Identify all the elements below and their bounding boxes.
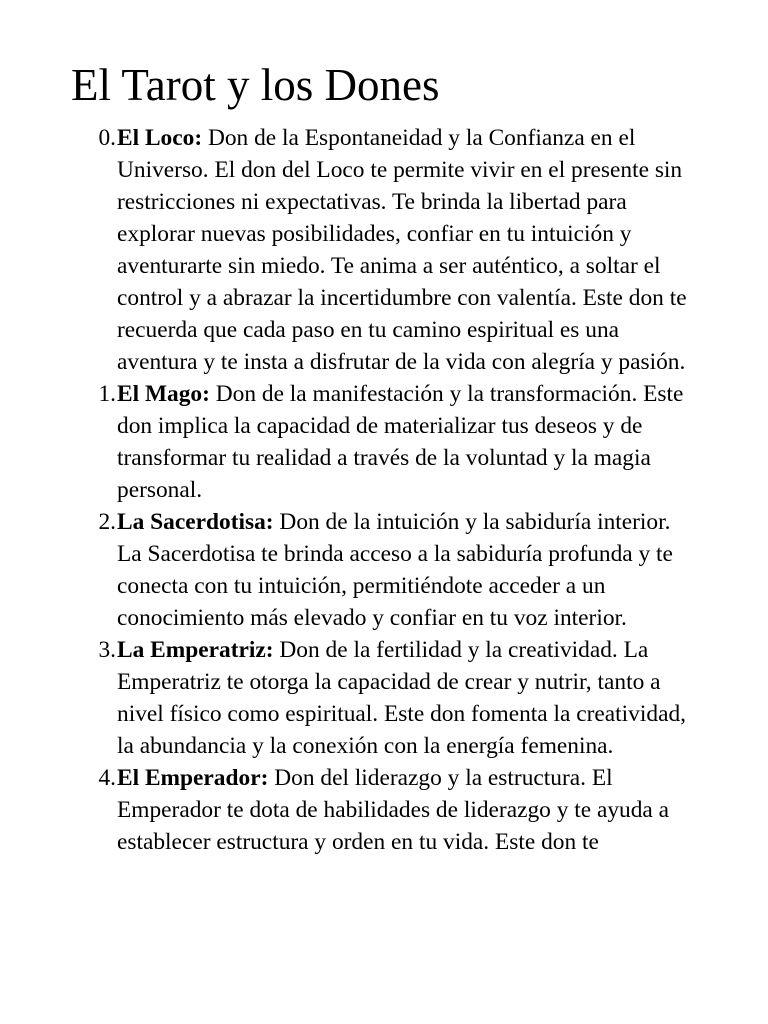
list-item [90, 634, 700, 762]
card-name: La Emperatriz: [117, 637, 274, 663]
list-item [90, 122, 700, 378]
card-description: Don del liderazgo y la estructura. El Emperador te dota de habilidades de liderazgo y te ayuda a establecer estructura y orden en tu vida. Este don te [117, 765, 670, 855]
list-number: 4. [98, 765, 116, 791]
document-title: El Tarot y los Dones [71, 60, 440, 110]
list-item [90, 378, 700, 506]
list-item [90, 506, 700, 634]
list-item [90, 762, 700, 858]
list-number: 1. [98, 381, 116, 407]
card-description: Don de la fertilidad y la creatividad. La Emperatriz te otorga la capacidad de crear y nutrir, tanto a nivel físico como espiritual. Este don fomenta la creatividad, la abundancia y la conexión con la energía femenina. [117, 637, 686, 759]
card-name: La Sacerdotisa: [117, 509, 274, 535]
tarot-entry-list [90, 122, 700, 858]
card-description: Don de la Espontaneidad y la Confianza en el Universo. El don del Loco te permite vivir en el presente sin restricciones ni expectativas. Te brinda la libertad para explorar nuevas posibilidades, confiar en tu intuición y aventurarte sin miedo. Te anima a ser auténtico, a soltar el control y a abrazar la incertidumbre con valentía. Este don te recuerda que cada paso en tu camino espiritual es una aventura y te insta a disfrutar de la vida con alegría y pasión. [117, 125, 687, 375]
card-name: El Mago: [117, 381, 210, 407]
card-description: Don de la manifestación y la transformación. Este don implica la capacidad de materializar tus deseos y de transformar tu realidad a través de la voluntad y la magia personal. [117, 381, 684, 503]
list-number: 2. [98, 509, 116, 535]
list-number: 0. [98, 125, 116, 151]
card-name: El Emperador: [117, 765, 269, 791]
list-number: 3. [98, 637, 116, 663]
card-description: Don de la intuición y la sabiduría interior. La Sacerdotisa te brinda acceso a la sabiduría profunda y te conecta con tu intuición, permitiéndote acceder a un conocimiento más elevado y confiar en tu voz interior. [117, 509, 673, 631]
card-name: El Loco: [117, 125, 203, 151]
